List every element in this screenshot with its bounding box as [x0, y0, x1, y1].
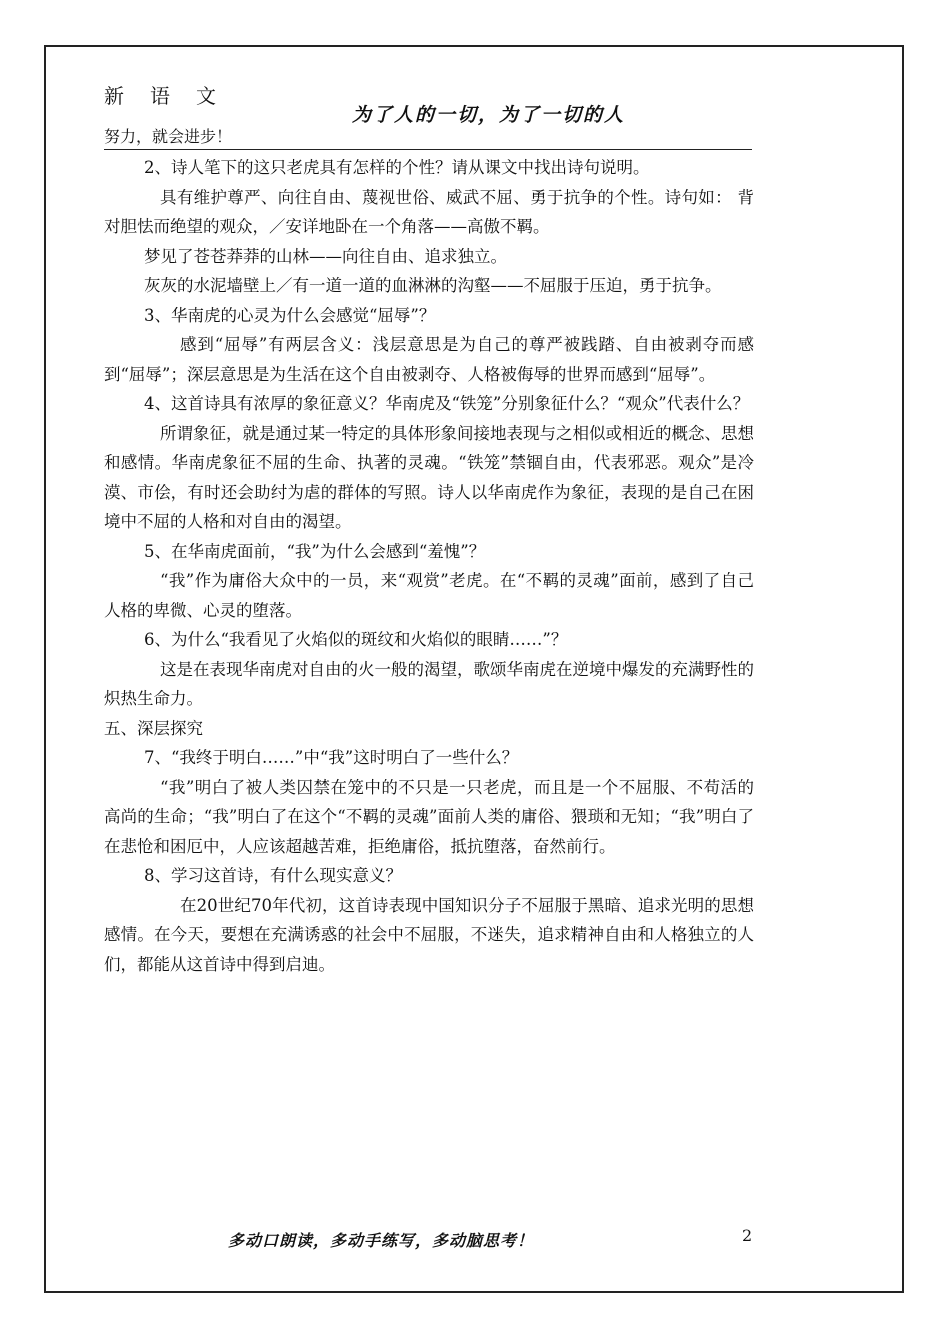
section-heading-5: 五、深层探究 — [104, 718, 203, 738]
header-title: 新语文 — [104, 84, 242, 108]
footer-slogan: 多动口朗读，多动手练写，多动脑思考！ — [228, 1231, 535, 1250]
answer-5: “我”作为庸俗大众中的一员，来“观赏”老虎。在“不羁的灵魂”面前，感到了自己人格的卑微、心灵的堕落。 — [104, 571, 754, 620]
question-3: 3、华南虎的心灵为什么会感觉“屈辱”？ — [144, 305, 436, 325]
answer-3: 感到“屈辱”有两层含义：浅层意思是为自己的尊严被践踏、自由被剥夺而感到“屈辱”；深层意思是为生活在这个自由被剥夺、人格被侮辱的世界而感到“屈辱”。 — [104, 335, 754, 384]
header-motto: 为了人的一切，为了一切的人 — [352, 104, 626, 126]
answer-2: 具有维护尊严、向往自由、蔑视世俗、威武不屈、勇于抗争的个性。诗句如： 背对胆怯而绝望的观众，／安详地卧在一个角落——高傲不羁。 — [104, 187, 754, 236]
answer-7: “我”明白了被人类囚禁在笼中的不只是一只老虎，而且是一个不屈服、不苟活的高尚的生命；“我”明白了在这个“不羁的灵魂”面前人类的庸俗、猥琐和无知；“我”明白了在悲怆和困厄中，人应该超越苦难，拒绝庸俗，抵抗堕落，奋然前行。 — [104, 777, 754, 856]
answer-8: 在20世纪70年代初，这首诗表现中国知识分子不屈服于黑暗、追求光明的思想感情。在今天，要想在充满诱惑的社会中不屈服，不迷失，追求精神自由和人格独立的人们，都能从这首诗中得到启迪。 — [104, 895, 754, 974]
question-5: 5、在华南虎面前，“我”为什么会感到“羞愧”？ — [144, 541, 486, 561]
question-4: 4、这首诗具有浓厚的象征意义？华南虎及“铁笼”分别象征什么？“观众”代表什么？ — [144, 394, 750, 413]
header-divider — [104, 149, 752, 150]
page-number: 2 — [742, 1226, 753, 1245]
header-subtitle: 努力，就会进步！ — [104, 127, 233, 146]
question-2: 2、诗人笔下的这只老虎具有怎样的个性？请从课文中找出诗句说明。 — [144, 158, 650, 177]
question-6: 6、为什么“我看见了火焰似的斑纹和火焰似的眼睛……”？ — [144, 630, 568, 649]
answer-6: 这是在表现华南虎对自由的火一般的渴望，歌颂华南虎在逆境中爆发的充满野性的炽热生命力。 — [104, 659, 754, 708]
answer-2-line-2: 梦见了苍苍莽莽的山林——向往自由、追求独立。 — [144, 246, 507, 266]
document-body — [104, 153, 754, 979]
answer-2-line-3: 灰灰的水泥墙壁上／有一道一道的血淋淋的沟壑——不屈服于压迫，勇于抗争。 — [144, 276, 722, 295]
question-8: 8、学习这首诗，有什么现实意义？ — [144, 866, 402, 885]
answer-4: 所谓象征，就是通过某一特定的具体形象间接地表现与之相似或相近的概念、思想和感情。华南虎象征不屈的生命、执著的灵魂。“铁笼”禁锢自由，代表邪恶。观众”是冷漠、市侩，有时还会助纣为虐的群体的写照。诗人以华南虎作为象征，表现的是自己在困境中不屈的人格和对自由的渴望。 — [104, 423, 754, 531]
question-7: 7、“我终于明白……”中“我”这时明白了一些什么？ — [144, 748, 519, 767]
